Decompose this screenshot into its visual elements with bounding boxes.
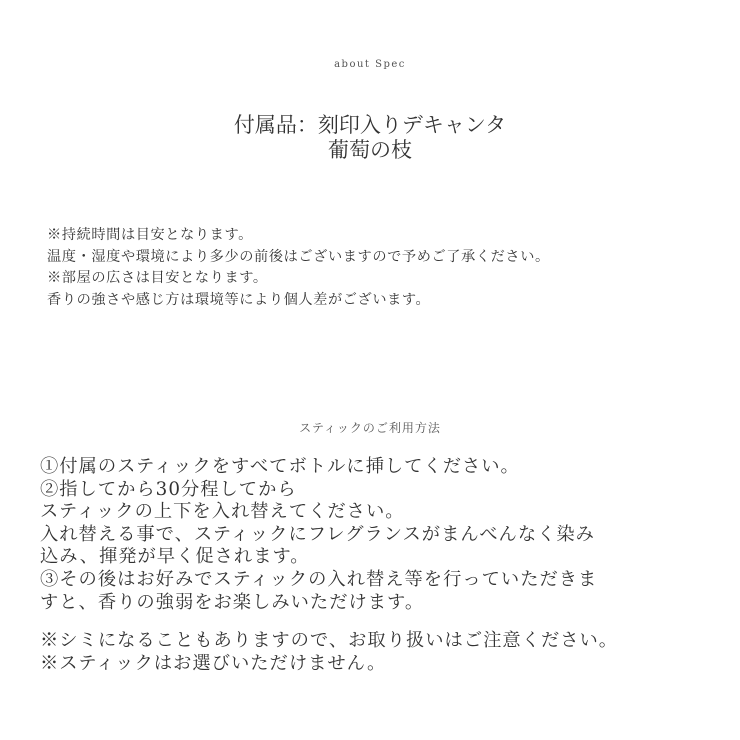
cautions-block xyxy=(40,630,618,675)
note-line: 温度・湿度や環境により多少の前後はございますので予めご了承ください。 xyxy=(47,248,550,265)
note-line: ※部屋の広さは目安となります。 xyxy=(47,270,268,287)
caution-line: ※スティックはお選びいただけません。 xyxy=(40,652,387,674)
usage-instructions xyxy=(40,456,597,614)
usage-heading: スティックのご利用方法 xyxy=(299,421,441,435)
usage-line: ②指してから30分程してから xyxy=(40,478,297,500)
accessory-line: 葡萄の枝 xyxy=(328,138,412,162)
note-line: 香りの強さや感じ方は環境等により個人差がございます。 xyxy=(47,292,431,309)
accessory-block xyxy=(0,113,740,163)
usage-line: 込み、揮発が早く促されます。 xyxy=(40,546,310,568)
usage-line: すと、香りの強弱をお楽しみいただけます。 xyxy=(40,591,425,613)
usage-line: 入れ替える事で、スティックにフレグランスがまんべんなく染み xyxy=(40,523,595,545)
accessory-line: 付属品：刻印入りデキャンタ xyxy=(233,113,507,137)
caution-line: ※シミになることもありますので、お取り扱いはご注意ください。 xyxy=(40,630,619,651)
note-line: ※持続時間は目安となります。 xyxy=(47,227,253,243)
usage-line: ①付属のスティックをすべてボトルに挿してください。 xyxy=(40,456,520,477)
usage-line: スティックの上下を入れ替えてください。 xyxy=(40,501,405,523)
spec-heading: about Spec xyxy=(334,59,406,70)
notes-block xyxy=(47,225,550,312)
usage-line: ③その後はお好みでスティックの入れ替え等を行っていただきま xyxy=(40,568,598,590)
